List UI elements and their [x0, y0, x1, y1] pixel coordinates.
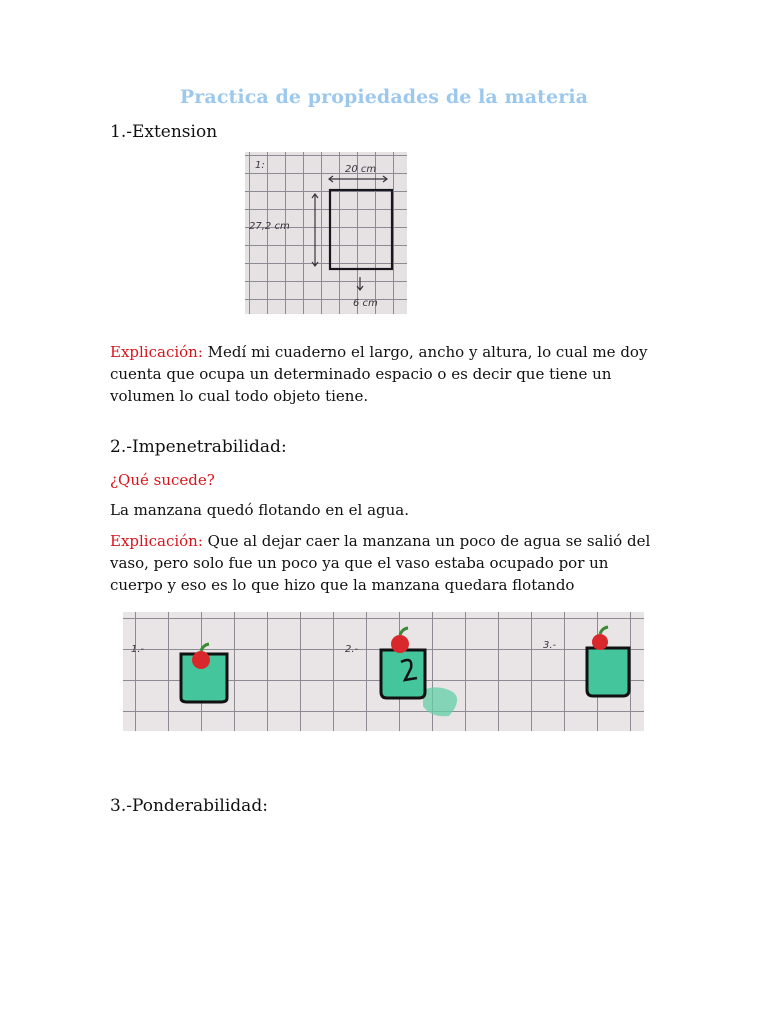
glass-label-1: 1.-	[131, 644, 145, 655]
apple-glasses-drawing	[123, 612, 644, 731]
question-text: ¿Qué sucede?	[110, 471, 215, 489]
explanation-text: Que al dejar caer la manzana un poco de agua se salió del vaso, pero solo fue un poco ya que el vaso estaba ocupado por un cuerpo y eso es lo que hizo que la manzana quedara flotando	[110, 532, 651, 594]
glass-3	[587, 627, 629, 696]
glass-label-3: 3.-	[543, 640, 557, 651]
photo-mark: 1:	[255, 160, 265, 171]
page-title: Practica de propiedades de la materia	[179, 86, 589, 108]
glass-label-2: 2.-	[345, 644, 359, 655]
apple-icon	[391, 635, 409, 653]
notebook-drawing	[245, 152, 407, 314]
notebook-measurement-photo	[245, 152, 407, 314]
explanation-label: Explicación:	[110, 532, 203, 550]
glass-2	[381, 628, 457, 716]
explanation-impenetrabilidad	[110, 530, 658, 596]
label-width: 20 cm	[345, 164, 377, 175]
apple-icon	[592, 634, 608, 650]
explanation-text: Medí mi cuaderno el largo, ancho y altura, lo cual me doy cuenta que ocupa un determinado espacio o es decir que tiene un volumen lo cual todo objeto tiene.	[110, 343, 648, 405]
apple-icon	[192, 651, 210, 669]
answer-text: La manzana quedó flotando en el agua.	[110, 501, 409, 519]
explanation-label: Explicación:	[110, 343, 203, 361]
apple-glasses-photo	[123, 612, 644, 731]
section-heading-extension: 1.-Extension	[110, 122, 218, 142]
section-heading-ponderabilidad: 3.-Ponderabilidad:	[110, 796, 268, 816]
explanation-extension	[110, 341, 658, 407]
label-height: 27,2 cm	[249, 221, 290, 232]
label-depth: 6 cm	[353, 298, 378, 309]
section-heading-impenetrabilidad: 2.-Impenetrabilidad:	[110, 437, 287, 457]
glass-1	[181, 644, 227, 702]
